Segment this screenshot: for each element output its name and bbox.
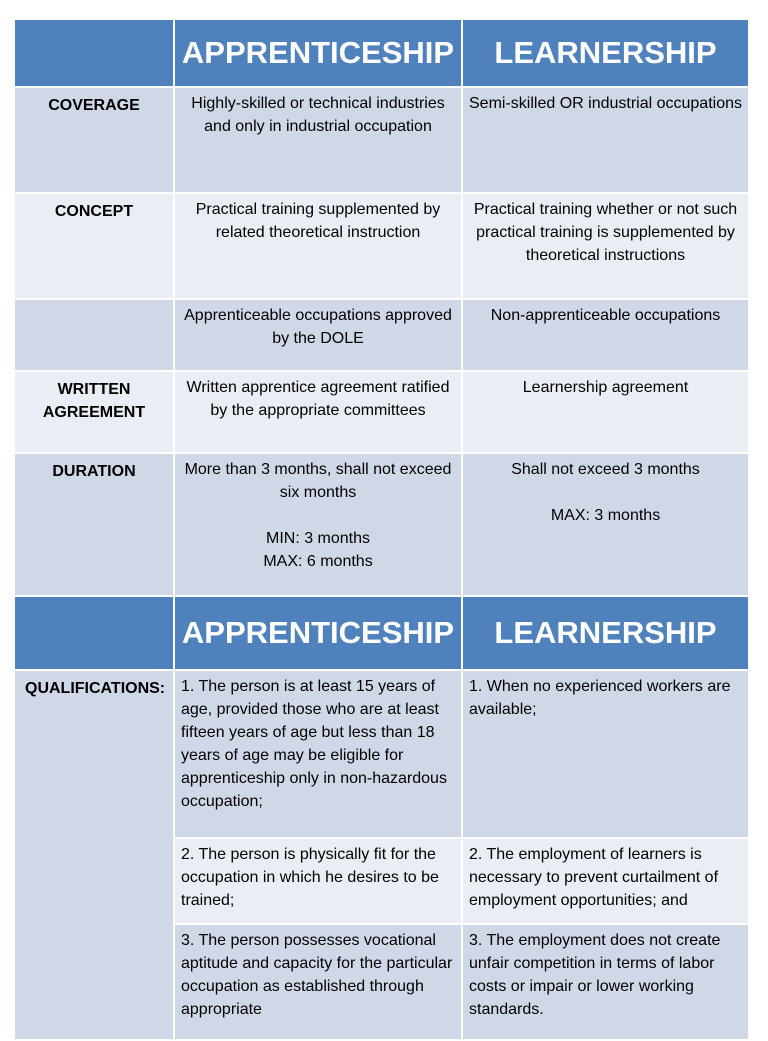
table-row <box>14 299 749 371</box>
header-apprenticeship: APPRENTICESHIP <box>174 596 462 670</box>
learnership-cell: Semi-skilled OR industrial occupations <box>462 87 749 193</box>
learnership-cell: 1. When no experienced workers are available; <box>462 670 749 838</box>
header-blank-cell <box>14 596 174 670</box>
row-label-written-agreement: WRITTEN AGREEMENT <box>14 371 174 453</box>
header-learnership: LEARNERSHIP <box>462 596 749 670</box>
apprenticeship-cell: Practical training supplemented by related theoretical instruction <box>174 193 462 299</box>
apprenticeship-cell: Apprenticeable occupations approved by the DOLE <box>174 299 462 371</box>
header-apprenticeship: APPRENTICESHIP <box>174 19 462 87</box>
table-row <box>14 371 749 453</box>
row-label-empty <box>14 299 174 371</box>
learnership-cell: 2. The employment of learners is necessary to prevent curtailment of employment opportunities; and <box>462 838 749 924</box>
row-label-qualifications: QUALIFICATIONS: <box>14 670 174 1040</box>
learnership-cell: Practical training whether or not such practical training is supplemented by theoretical instructions <box>462 193 749 299</box>
learnership-cell: 3. The employment does not create unfair competition in terms of labor costs or impair or lower working standards. <box>462 924 749 1040</box>
table-row <box>14 453 749 601</box>
table-row <box>14 193 749 299</box>
learnership-cell: Learnership agreement <box>462 371 749 453</box>
comparison-table-2 <box>13 595 750 1041</box>
apprenticeship-cell: 1. The person is at least 15 years of age, provided those who are at least fifteen years of age but less than 18 years of age may be eligible for apprenticeship only in non-hazardous occupation; <box>174 670 462 838</box>
table-row <box>14 87 749 193</box>
apprenticeship-cell: 2. The person is physically fit for the occupation in which he desires to be trained; <box>174 838 462 924</box>
row-label-coverage: COVERAGE <box>14 87 174 193</box>
learnership-cell: Non-apprenticeable occupations <box>462 299 749 371</box>
table-row <box>14 670 749 838</box>
learnership-cell: Shall not exceed 3 months MAX: 3 months <box>462 453 749 601</box>
apprenticeship-cell: More than 3 months, shall not exceed six months MIN: 3 months MAX: 6 months <box>174 453 462 601</box>
header-learnership: LEARNERSHIP <box>462 19 749 87</box>
header-blank-cell <box>14 19 174 87</box>
apprenticeship-cell: Written apprentice agreement ratified by the appropriate committees <box>174 371 462 453</box>
table-header-row <box>14 19 749 87</box>
apprenticeship-cell: 3. The person possesses vocational aptitude and capacity for the particular occupation as established through appropriate <box>174 924 462 1040</box>
row-label-duration: DURATION <box>14 453 174 601</box>
comparison-table-1 <box>13 18 750 602</box>
table-header-row <box>14 596 749 670</box>
apprenticeship-cell: Highly-skilled or technical industries and only in industrial occupation <box>174 87 462 193</box>
row-label-concept: CONCEPT <box>14 193 174 299</box>
